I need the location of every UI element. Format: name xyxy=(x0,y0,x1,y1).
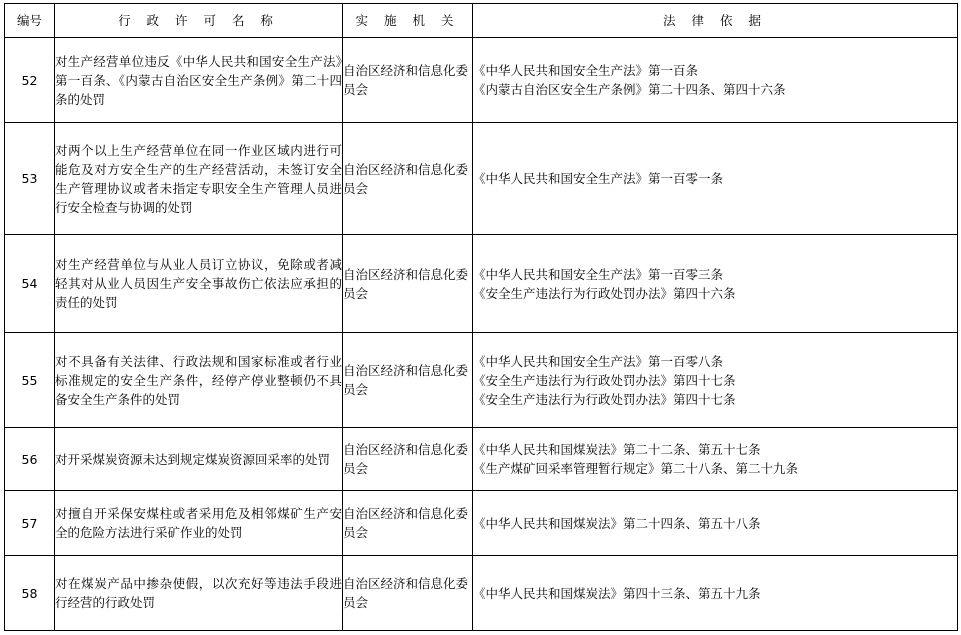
basis-line: 《安全生产违法行为行政处罚办法》第四十七条 xyxy=(473,391,736,407)
row-basis xyxy=(473,235,958,333)
header-name: 行 政 许 可 名 称 xyxy=(55,4,343,38)
row-no: 54 xyxy=(5,235,55,333)
row-no: 52 xyxy=(5,38,55,123)
row-basis xyxy=(473,333,958,428)
row-no: 56 xyxy=(5,428,55,491)
row-org: 自治区经济和信息化委员会 xyxy=(343,333,473,428)
row-name: 对生产经营单位与从业人员订立协议，免除或者减轻其对从业人员因生产安全事故伤亡依法应承担的责任的处罚 xyxy=(55,235,343,333)
basis-line: 《生产煤矿回采率管理暂行规定》第二十八条、第二十九条 xyxy=(473,461,799,476)
row-name: 对开采煤炭资源未达到规定煤炭资源回采率的处罚 xyxy=(55,428,343,491)
row-org: 自治区经济和信息化委员会 xyxy=(343,428,473,491)
basis-line: 《中华人民共和国煤炭法》第二十四条、第五十八条 xyxy=(473,515,761,531)
table-row xyxy=(5,333,958,428)
row-name: 对两个以上生产经营单位在同一作业区域内进行可能危及对方安全生产的生产经营活动，未签订安全生产管理协议或者未指定专职安全生产管理人员进行安全检查与协调的处罚 xyxy=(55,123,343,235)
row-basis xyxy=(473,428,958,491)
basis-line: 《内蒙古自治区安全生产条例》第二十四条、第四十六条 xyxy=(473,82,786,97)
basis-line: 《安全生产违法行为行政处罚办法》第四十六条 xyxy=(473,285,736,301)
row-org: 自治区经济和信息化委员会 xyxy=(343,491,473,556)
row-basis xyxy=(473,123,958,235)
header-org: 实 施 机 关 xyxy=(343,4,473,38)
table-row xyxy=(5,491,958,556)
penalty-table xyxy=(4,3,958,631)
row-name: 对不具备有关法律、行政法规和国家标准或者行业标准规定的安全生产条件，经停产停业整顿仍不具备安全生产条件的处罚 xyxy=(55,333,343,428)
table-row xyxy=(5,38,958,123)
basis-line: 《安全生产违法行为行政处罚办法》第四十七条 xyxy=(473,372,736,388)
row-basis xyxy=(473,38,958,123)
basis-line: 《中华人民共和国煤炭法》第四十三条、第五十九条 xyxy=(473,585,761,601)
row-no: 58 xyxy=(5,556,55,631)
row-org: 自治区经济和信息化委员会 xyxy=(343,123,473,235)
header-row xyxy=(5,4,958,38)
table-row xyxy=(5,428,958,491)
basis-line: 《中华人民共和国安全生产法》第一百条 xyxy=(473,63,699,78)
row-name: 对在煤炭产品中掺杂使假，以次充好等违法手段进行经营的行政处罚 xyxy=(55,556,343,631)
row-org: 自治区经济和信息化委员会 xyxy=(343,235,473,333)
header-no: 编号 xyxy=(5,4,55,38)
row-no: 57 xyxy=(5,491,55,556)
table-row xyxy=(5,123,958,235)
table-row xyxy=(5,556,958,631)
row-name: 对擅自开采保安煤柱或者采用危及相邻煤矿生产安全的危险方法进行采矿作业的处罚 xyxy=(55,491,343,556)
basis-line: 《中华人民共和国安全生产法》第一百零八条 xyxy=(473,353,724,369)
header-basis: 法 律 依 据 xyxy=(473,4,958,38)
row-basis xyxy=(473,556,958,631)
row-org: 自治区经济和信息化委员会 xyxy=(343,38,473,123)
table-row xyxy=(5,235,958,333)
basis-line: 《中华人民共和国安全生产法》第一百零一条 xyxy=(473,171,724,186)
row-basis xyxy=(473,491,958,556)
row-no: 55 xyxy=(5,333,55,428)
basis-line: 《中华人民共和国安全生产法》第一百零三条 xyxy=(473,266,724,282)
row-org: 自治区经济和信息化委员会 xyxy=(343,556,473,631)
basis-line: 《中华人民共和国煤炭法》第二十二条、第五十七条 xyxy=(473,442,761,457)
row-no: 53 xyxy=(5,123,55,235)
row-name: 对生产经营单位违反《中华人民共和国安全生产法》第一百条、《内蒙古自治区安全生产条例》第二十四条的处罚 xyxy=(55,38,343,123)
